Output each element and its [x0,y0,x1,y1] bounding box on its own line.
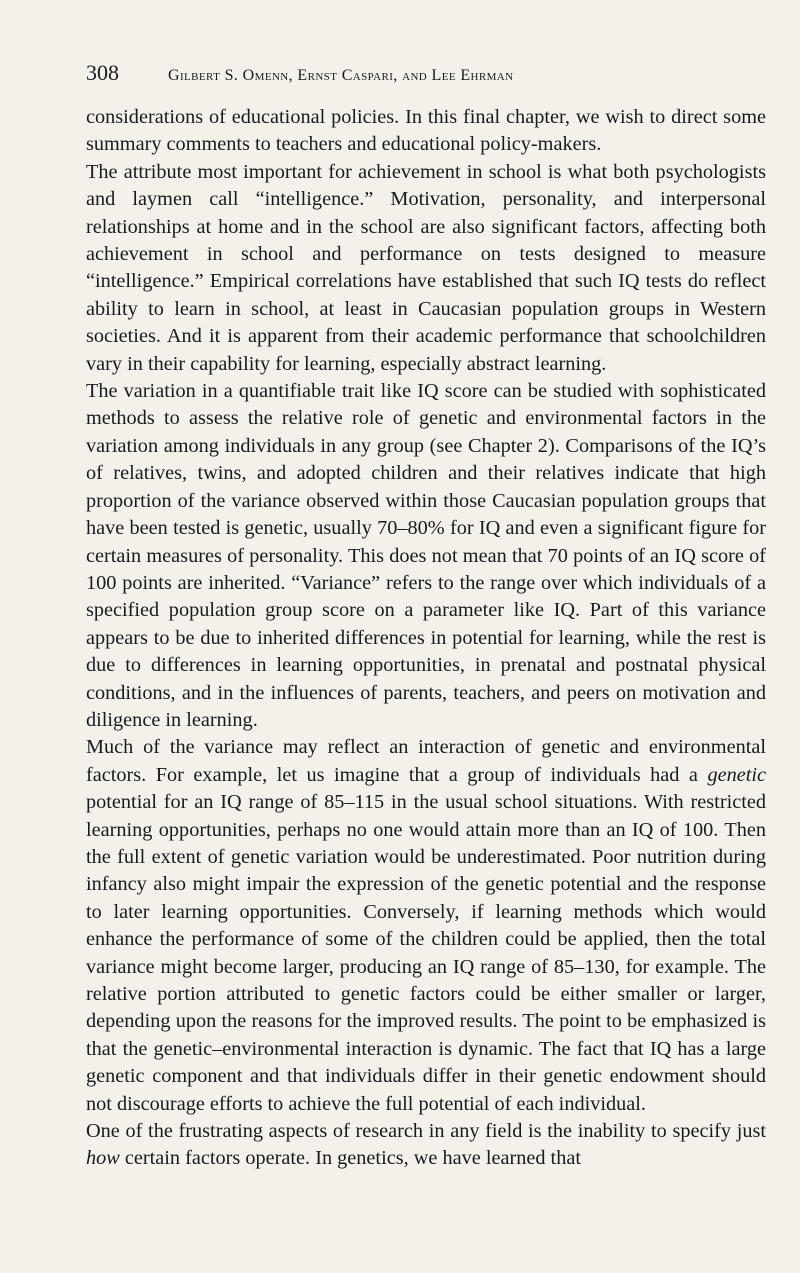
paragraph-text: The variation in a quantifiable trait like IQ score can be studied with sophisticated methods to assess the relative role of genetic and environmental factors in the variation among individuals in any group (see Chapter 2). Comparisons of the IQ’s of relatives, twins, and adopted children and their relatives indicate that high proportion of the variance observed within those Caucasian population groups that have been tested is genetic, usually 70–80% for IQ and even a significant figure for certain measures of personality. This does not mean that 70 points of an IQ score of 100 points are inherited. “Variance” refers to the range over which individuals of a specified population group score on a parameter like IQ. Part of this variance appears to be due to inherited differences in potential for learning, while the rest is due to differences in learning opportunities, in prenatal and postnatal physical conditions, and in the influences of parents, teachers, and peers on motivation and diligence in learning. [86,380,766,731]
paragraph-text: certain factors operate. In genetics, we have learned that [119,1147,581,1170]
paragraph-1 [86,104,766,159]
paragraph-text: potential for an IQ range of 85–115 in the usual school situations. With restricted learning opportunities, perhaps no one would attain more than an IQ of 100. Then the full extent of genetic variation would be underestimated. Poor nutrition during infancy also might impair the expression of the genetic potential and the response to later learning opportunities. Conversely, if learning methods which would enhance the performance of some of the children could be applied, then the total variance might become larger, producing an IQ range of 85–130, for example. The relative portion attributed to genetic factors could be either smaller or larger, depending upon the reasons for the improved results. The point to be emphasized is that the genetic–environmental interaction is dynamic. The fact that IQ has a large genetic component and that individuals differ in their genetic endowment should not discourage efforts to achieve the full potential of each individual. [86,791,766,1115]
paragraph-text: One of the frustrating aspects of research in any field is the inability to specify just [86,1120,766,1143]
paragraph-text: considerations of educational policies. In this final chapter, we wish to direct some summary comments to teachers and educational policy-makers. [86,106,766,156]
paragraph-5 [86,1118,766,1173]
italic-term-how: how [86,1147,120,1170]
running-head-authors: Gilbert S. Omenn, Ernst Caspari, and Lee Ehrman [168,67,514,84]
page-number: 308 [86,60,119,85]
paragraph-4 [86,734,766,1118]
body-text [86,104,766,1173]
paragraph-text: Much of the variance may reflect an interaction of genetic and environmental factors. For example, let us imagine that a group of individuals had a [86,736,766,786]
paragraph-2 [86,159,766,378]
paragraph-text: The attribute most important for achievement in school is what both psychologists and laymen call “intelligence.” Motivation, personality, and interpersonal relationships at home and in the school are also significant factors, affecting both achievement in school and performance on tests designed to measure “intelligence.” Empirical correlations have established that such IQ tests do reflect ability to learn in school, at least in Caucasian population groups in Western societies. And it is apparent from their academic performance that schoolchildren vary in their capability for learning, especially abstract learning. [86,160,766,375]
italic-term-genetic: genetic [707,763,766,786]
running-head [86,60,766,96]
book-page [86,60,766,1173]
paragraph-3 [86,378,766,734]
